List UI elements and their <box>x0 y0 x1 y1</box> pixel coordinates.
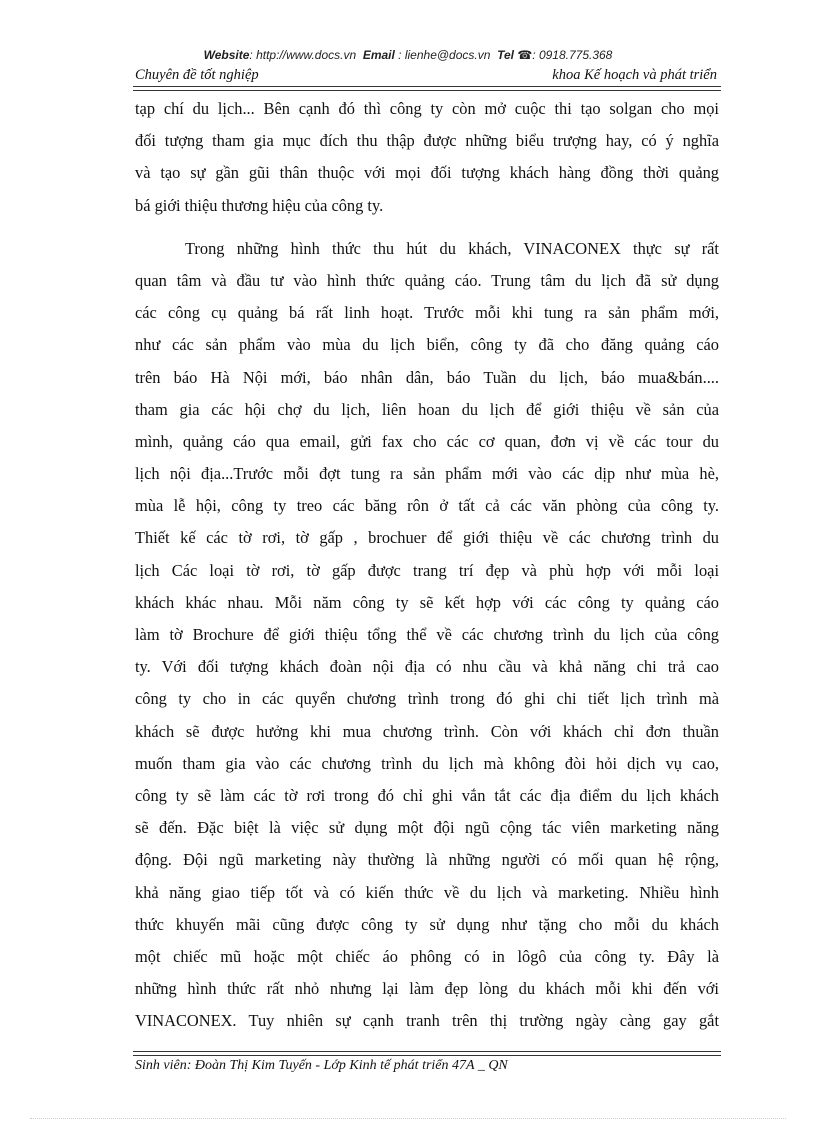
footer-divider <box>133 1051 721 1056</box>
text-line: động. Đội ngũ marketing này thường là những người có mối quan hệ rộng, <box>135 850 719 870</box>
text-line: mùa lễ hội, công ty treo các băng rôn ở tất cả các văn phòng của công ty. <box>135 496 719 516</box>
paragraph <box>135 93 719 222</box>
text-line: Thiết kế các tờ rơi, tờ gấp , brochuer để giới thiệu về các chương trình du <box>135 528 719 548</box>
text-line: tạp chí du lịch... Bên cạnh đó thì công ty còn mở cuộc thi tạo solgan cho mọi <box>135 99 719 118</box>
text-line: trên báo Hà Nội mới, báo nhân dân, báo Tuần du lịch, báo mua&bán.... <box>135 367 719 387</box>
page-footer: Sinh viên: Đoàn Thị Kim Tuyến - Lớp Kinh tế phát triển 47A _ QN <box>135 1058 508 1073</box>
paragraph-gap <box>135 222 719 233</box>
email-label: Email <box>362 48 395 62</box>
text-line: khách khác nhau. Mỗi năm công ty sẽ kết hợp với các công ty quảng cáo <box>135 592 719 612</box>
phone-icon: ☎ <box>517 48 533 62</box>
text-line: khách sẽ được hưởng khi mua chương trình. Còn với khách chỉ đơn thuần <box>135 721 719 741</box>
text-line: và tạo sự gần gũi thân thuộc với mọi đối tượng khách hàng đồng thời quảng <box>135 163 719 183</box>
text-line: muốn tham gia vào các chương trình du lịch mà không đòi hỏi dịch vụ cao, <box>135 753 719 773</box>
website-contact-bar <box>0 48 816 62</box>
text-line: công ty sẽ làm các tờ rơi trong đó chỉ ghi vắn tắt các địa điểm du lịch khách <box>135 785 719 805</box>
running-header <box>133 67 721 87</box>
text-line: bá giới thiệu thương hiệu của công ty. <box>135 195 384 215</box>
tel-label: Tel <box>497 48 514 62</box>
phone-number: : 0918.775.368 <box>532 48 613 62</box>
website-url[interactable]: : http://www.docs.vn <box>249 48 357 62</box>
page-edge-divider <box>30 1118 786 1119</box>
paragraph <box>135 233 719 1038</box>
text-line: làm tờ Brochure để giới thiệu tổng thể về các chương trình du lịch của công <box>135 625 719 644</box>
text-line: những hình thức rất nhỏ nhưng lại làm đẹp lòng du khách mỗi khi đến với <box>135 979 719 999</box>
text-line: thức khuyến mãi cũng được công ty sử dụng như tặng cho mỗi du khách <box>135 914 719 934</box>
text-line: quan tâm và đầu tư vào hình thức quảng cáo. Trung tâm du lịch đã sử dụng <box>135 270 719 290</box>
text-line: sẽ đến. Đặc biệt là việc sử dụng một đội ngũ cộng tác viên marketing năng <box>135 818 719 838</box>
header-left-title: Chuyên đề tốt nghiệp <box>135 67 259 83</box>
text-line: Trong những hình thức thu hút du khách, VINACONEX thực sự rất <box>185 238 719 258</box>
text-line: lịch nội địa...Trước mỗi đợt tung ra sản phẩm mới vào các dịp như mùa hè, <box>135 464 719 484</box>
text-line: các công cụ quảng bá rất linh hoạt. Trước mỗi khi tung ra sản phẩm mới, <box>135 303 719 323</box>
text-line: VINACONEX. Tuy nhiên sự cạnh tranh trên thị trường ngày càng gay gắt <box>135 1011 719 1031</box>
text-line: như các sản phẩm vào mùa du lịch biển, công ty đã cho đăng quảng cáo <box>135 335 719 355</box>
email-address[interactable]: : lienhe@docs.vn <box>398 48 491 62</box>
document-body <box>135 93 719 1037</box>
text-line: ty. Với đối tượng khách đoàn nội địa có nhu cầu và khả năng chi trả cao <box>135 657 719 677</box>
website-label: Website <box>203 48 250 62</box>
header-right-title: khoa Kế hoạch và phát triển <box>552 67 717 83</box>
text-line: đối tượng tham gia mục đích thu thập được những biểu trượng hay, có ý nghĩa <box>135 131 719 151</box>
header-divider <box>133 86 721 91</box>
text-line: khả năng giao tiếp tốt và có kiến thức về du lịch và marketing. Nhiều hình <box>135 882 719 902</box>
text-line: công ty cho in các quyển chương trình trong đó ghi chi tiết lịch trình mà <box>135 689 719 709</box>
text-line: một chiếc mũ hoặc một chiếc áo phông có in lôgô của công ty. Đây là <box>135 946 719 966</box>
text-line: lịch Các loại tờ rơi, tờ gấp được trang trí đẹp và phù hợp với mỗi loại <box>135 560 719 580</box>
text-line: tham gia các hội chợ du lịch, liên hoan du lịch để giới thiệu về sản của <box>135 399 719 419</box>
text-line: mình, quảng cáo qua email, gửi fax cho các cơ quan, đơn vị về các tour du <box>135 431 719 451</box>
